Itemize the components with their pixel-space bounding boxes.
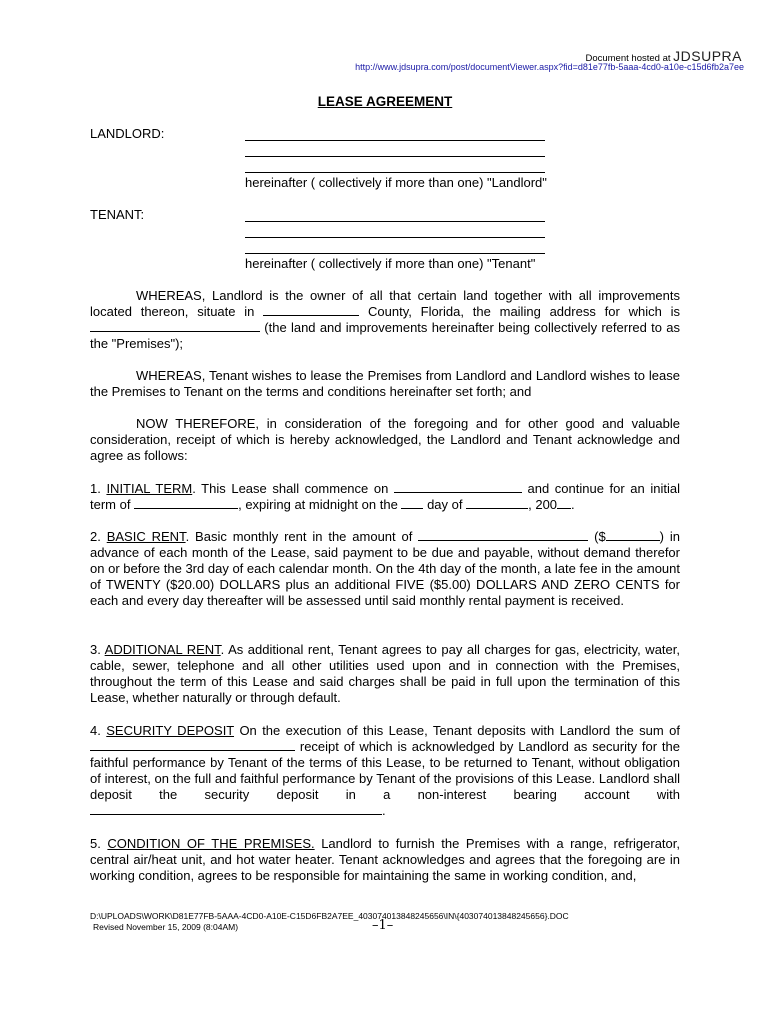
recital-tenant-wishes: WHEREAS, Tenant wishes to lease the Premises from Landlord and Landlord wishes to lease the Premises to Tenant on the terms and conditions hereinafter set forth; and: [90, 368, 680, 399]
section-heading: BASIC RENT: [106, 529, 186, 544]
commence-date-blank[interactable]: [394, 481, 522, 493]
tenant-line-3[interactable]: [245, 253, 545, 254]
landlord-line-3[interactable]: [245, 172, 545, 173]
section-heading: INITIAL TERM: [106, 481, 193, 496]
section-heading: ADDITIONAL RENT: [104, 642, 221, 657]
tenant-label: TENANT:: [90, 207, 145, 222]
county-blank[interactable]: [263, 304, 359, 316]
page-number: –1–: [372, 918, 394, 933]
recital-landlord-owner: WHEREAS, Landlord is the owner of all that certain land together with all improvements located thereon, situate in County, Florida, the mailing address for which is (the land and improvements hereinafter being collectively referred to as the "Premises");: [90, 288, 680, 351]
document-title: LEASE AGREEMENT: [317, 94, 453, 109]
revision-footer: Revised November 15, 2009 (8:04AM): [93, 922, 239, 932]
section-basic-rent: 2. BASIC RENT. Basic monthly rent in the amount of ($ ) in advance of each month of the Lease, said payment to be due and payable, without demand therefor on or before the 3rd day of each calendar month. On the 4th day of the month, a late fee in the amount of TWENTY ($20.00) DOLLARS plus an additional FIVE ($5.00) DOLLARS AND ZERO CENTS for each and every day thereafter will be assessed until said monthly rental payment is received.: [90, 529, 680, 608]
expiry-year-blank[interactable]: [557, 497, 571, 509]
section-additional-rent: 3. ADDITIONAL RENT. As additional rent, Tenant agrees to pay all charges for gas, electricity, water, cable, sewer, telephone and all other utilities used upon and in connection with the Premises, throughout the term of this Lease and said charges shall be paid in full upon the termination of this Lease, whether naturally or through default.: [90, 642, 680, 705]
tenant-line-1[interactable]: [245, 221, 545, 222]
landlord-line-2[interactable]: [245, 156, 545, 157]
section-heading: SECURITY DEPOSIT: [106, 723, 235, 738]
expiry-day-blank[interactable]: [401, 497, 423, 509]
deposit-amount-blank[interactable]: [90, 739, 295, 751]
landlord-line-1[interactable]: [245, 140, 545, 141]
deposit-bank-blank[interactable]: [90, 803, 382, 815]
document-url-link[interactable]: http://www.jdsupra.com/post/documentViewer.aspx?fid=d81e77fb-5aaa-4cd0-a10e-c15d6fb2a7ee: [355, 62, 744, 72]
term-length-blank[interactable]: [134, 497, 238, 509]
section-security-deposit: 4. SECURITY DEPOSIT On the execution of this Lease, Tenant deposits with Landlord the sum of receipt of which is acknowledged by Landlord as security for the faithful performance by Tenant of the terms of this Lease, to be returned to Tenant, without obligation of interest, on the full and faithful performance by Tenant of the provisions of this Lease. Landlord shall deposit the security deposit in a non-interest bearing account with .: [90, 723, 680, 818]
tenant-hereinafter: hereinafter ( collectively if more than one) "Tenant": [245, 256, 536, 271]
rent-words-blank[interactable]: [418, 529, 588, 541]
landlord-label: LANDLORD:: [90, 126, 165, 141]
rent-amount-blank[interactable]: [606, 529, 660, 541]
section-heading: CONDITION OF THE PREMISES.: [107, 836, 315, 851]
section-initial-term: 1. INITIAL TERM. This Lease shall commence on and continue for an initial term of , expiring at midnight on the day of , 200 .: [90, 481, 680, 512]
tenant-line-2[interactable]: [245, 237, 545, 238]
recital-now-therefore: NOW THEREFORE, in consideration of the foregoing and for other good and valuable consideration, receipt of which is hereby acknowledged, the Landlord and Tenant acknowledge and agree as follows:: [90, 416, 680, 463]
landlord-hereinafter: hereinafter ( collectively if more than one) "Landlord": [245, 175, 547, 190]
file-path-footer: D:\UPLOADS\WORK\D81E77FB-5AAA-4CD0-A10E-C15D6FB2A7EE_403074013848245656\IN\{403074013848245656}.DOC: [90, 911, 569, 921]
expiry-month-blank[interactable]: [466, 497, 528, 509]
hosted-text: Document hosted at: [585, 53, 671, 64]
section-condition-of-premises: 5. CONDITION OF THE PREMISES. Landlord to furnish the Premises with a range, refrigerator, central air/heat unit, and hot water heater. Tenant acknowledges and agrees that the foregoing are in working condition, agrees to be responsible for maintaining the same in working condition, and,: [90, 836, 680, 883]
address-blank[interactable]: [90, 320, 260, 332]
jdsupra-logo: JDSUPRA: [673, 48, 742, 64]
